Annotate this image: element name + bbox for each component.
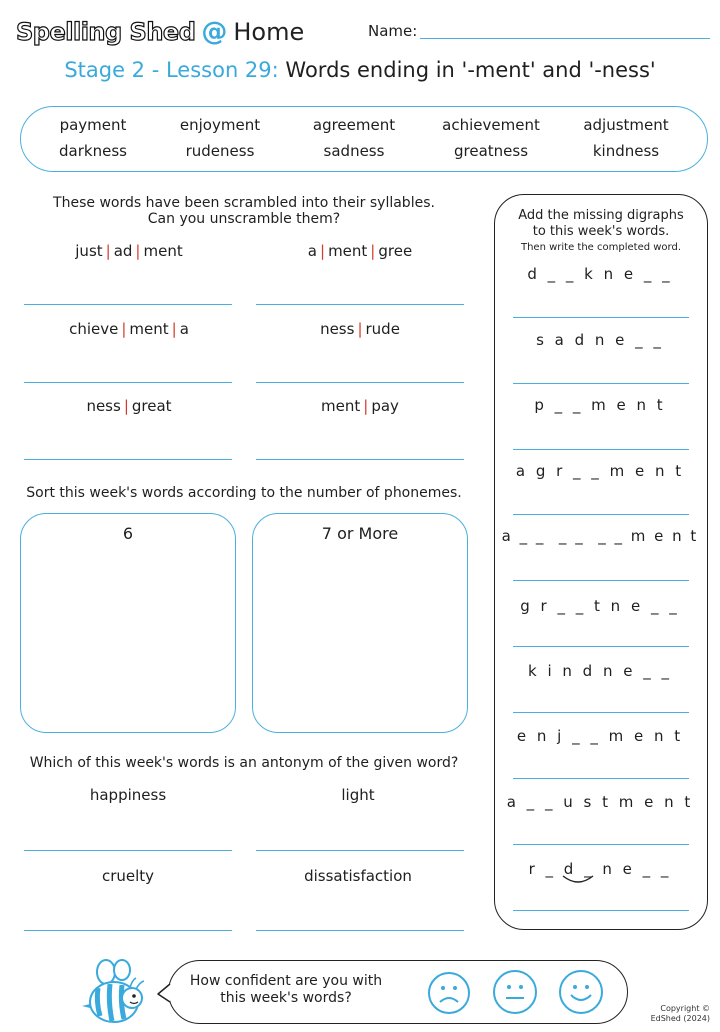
answer-line[interactable] [256,459,464,460]
word-bank-word: darkness [59,142,127,160]
speech-tail-icon [156,982,172,1004]
lesson-label: Stage 2 - Lesson 29: [64,58,279,82]
lesson-topic: Words ending in '-ment' and '-ness' [285,58,656,82]
scrambled-word: ness | rude [320,320,400,338]
answer-line[interactable] [513,317,689,318]
word-bank-word: achievement [442,116,540,134]
word-bank-word: rudeness [185,142,255,160]
answer-line[interactable] [24,382,232,383]
antonym-word: dissatisfaction [304,867,412,885]
word-bank-word: sadness [323,142,385,160]
answer-line[interactable] [24,304,232,305]
digraph-word: a g r _ _ m e n t [515,462,685,480]
answer-line[interactable] [513,514,689,515]
answer-line[interactable] [513,778,689,779]
word-bank-word: enjoyment [179,116,261,134]
answer-line[interactable] [24,459,232,460]
digraph-word: r _ d _ n e _ _ [528,860,672,878]
sort-box-title: 7 or More [321,524,399,543]
digraph-word: s a d n e _ _ [536,331,664,349]
digraph-word: p _ _ m e n t [534,396,666,414]
digraph-word: a _ _ u s t m e n t [506,793,694,811]
sort-box-6[interactable] [20,513,236,733]
word-bank-word: greatness [453,142,529,160]
sad-face-icon[interactable] [427,971,471,1015]
name-label: Name: [368,22,418,40]
sort-box-7-or-more[interactable] [252,513,468,733]
copyright: Copyright © EdShed (2024) [650,1004,710,1023]
digraph-panel [494,194,708,930]
digraph-word: e n j _ _ m e n t [516,727,684,745]
answer-line[interactable] [513,449,689,450]
scrambled-word: ment | pay [321,397,399,415]
word-bank [20,106,708,172]
antonym-word: happiness [89,786,167,804]
digraph-word: d _ _ k n e _ _ [527,265,673,283]
antonym-word: cruelty [101,867,155,885]
split-digraph-arc-icon [561,874,595,886]
sort-instruction: Sort this week's words according to the number of phonemes. [26,485,462,501]
confidence-question: How confident are you with this week's words? [189,973,383,1006]
answer-line[interactable] [256,850,464,851]
sort-box-title: 6 [122,524,134,543]
brand-home: Home [233,18,305,46]
scrambled-word: a | ment | gree [307,242,413,260]
neutral-face-icon[interactable] [492,969,538,1015]
answer-line[interactable] [24,930,232,931]
answer-line[interactable] [256,382,464,383]
scrambled-word: just | ad | ment [75,242,183,260]
word-bank-word: agreement [312,116,396,134]
digraph-word: k i n d n e _ _ [528,662,672,680]
word-bank-word: kindness [592,142,660,160]
answer-line[interactable] [256,304,464,305]
page-title [0,58,720,82]
answer-line[interactable] [513,580,689,581]
scrambled-word: ness | great [86,397,172,415]
answer-line[interactable] [513,844,689,845]
digraph-instruction: Add the missing digraphs to this week's words. Then write the completed word. [518,208,684,253]
answer-line[interactable] [513,910,689,911]
word-bank-word: payment [59,116,127,134]
name-line[interactable] [420,38,710,39]
bee-mascot-icon [78,958,152,1028]
answer-line[interactable] [513,712,689,713]
scrambled-word: chieve | ment | a [69,320,189,338]
antonym-instruction: Which of this week's words is an antonym of the given word? [29,755,459,771]
answer-line[interactable] [256,930,464,931]
scramble-instruction: These words have been scrambled into their syllables. Can you unscramble them? [53,195,435,227]
brand-at-sign: @ [201,17,228,47]
brand-name: Spelling Shed [16,18,196,46]
brand-logo [16,14,304,50]
happy-face-icon[interactable] [558,969,604,1015]
answer-line[interactable] [513,646,689,647]
answer-line[interactable] [24,850,232,851]
word-bank-word: adjustment [583,116,669,134]
answer-line[interactable] [513,383,689,384]
digraph-word: a _ _ _ _ _ _ m e n t [501,527,699,545]
antonym-word: light [341,786,375,804]
digraph-word: g r _ _ t n e _ _ [520,597,680,615]
